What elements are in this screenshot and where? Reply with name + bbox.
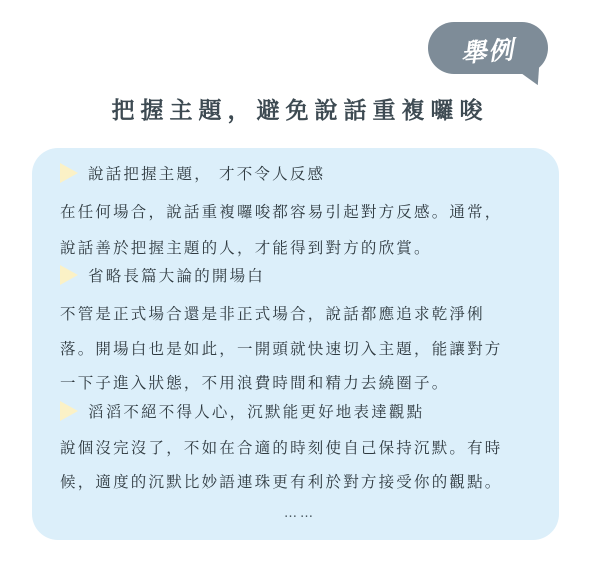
section-heading: 滔滔不絕不得人心，沉默能更好地表達觀點 bbox=[88, 403, 425, 421]
body-line: 在任何場合，說話重複囉唆都容易引起對方反感。通常， bbox=[60, 203, 503, 221]
body-line: 不管是正式場合還是非正式場合，說話都應追求乾淨俐 bbox=[60, 305, 485, 323]
page-title: 把握主題，避免說話重複囉唆 bbox=[111, 98, 489, 124]
example-badge bbox=[428, 22, 548, 74]
section-heading: 說話把握主題， 才不令人反感 bbox=[88, 165, 326, 183]
bullet-triangle-icon bbox=[60, 265, 78, 285]
bullet-triangle-icon bbox=[60, 163, 78, 183]
body-line: 一下子進入狀態，不用浪費時間和精力去繞圈子。 bbox=[60, 374, 450, 392]
section-heading: 省略長篇大論的開場白 bbox=[88, 267, 266, 285]
body-line: 說個沒完沒了，不如在合適的時刻使自己保持沉默。有時 bbox=[60, 439, 503, 457]
ellipsis: …… bbox=[284, 506, 316, 521]
badge-label: 舉例 bbox=[460, 35, 517, 68]
body-line: 說話善於把握主題的人，才能得到對方的欣賞。 bbox=[60, 239, 432, 257]
body-line: 落。開場白也是如此，一開頭就快速切入主題，能讓對方 bbox=[60, 340, 503, 358]
body-line: 候，適度的沉默比妙語連珠更有利於對方接受你的觀點。 bbox=[60, 473, 503, 491]
bullet-triangle-icon bbox=[60, 401, 78, 421]
